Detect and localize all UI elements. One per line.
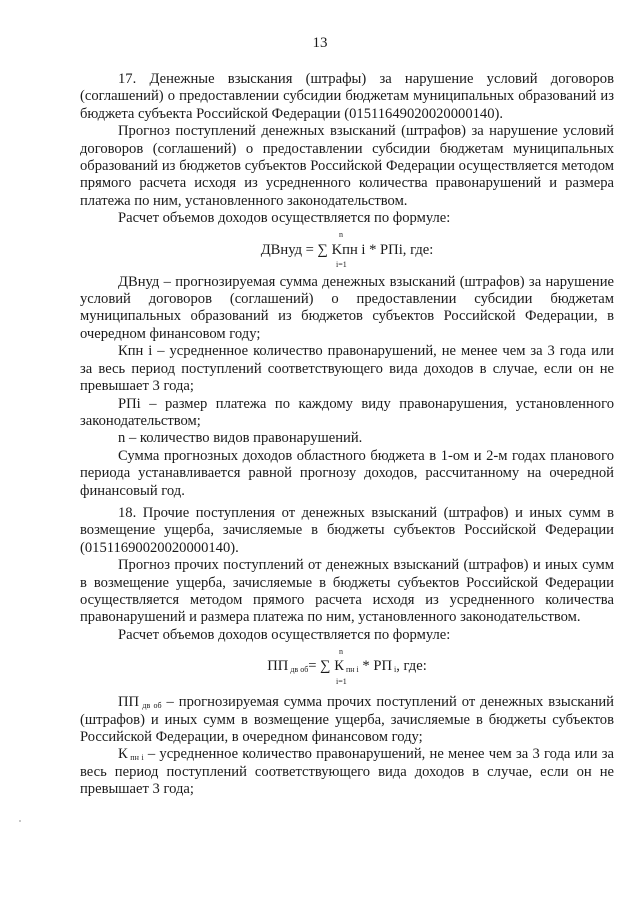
section-17-forecast-method: Прогноз поступлений денежных взысканий (штрафов) за нарушение условий договоров (соглашений) о предоставлении субсидии бюджетам муниципальных образований из бюджетов субъектов Российской Федерации осуществляется методом прямого расчета исходя из усредненного количества правонарушений и размера платежа по ним, установленного законодательством. (80, 123, 614, 209)
definition-pp-subscript: дв об (139, 701, 162, 711)
definition-k-label: К (118, 746, 128, 763)
definition-k (80, 746, 614, 798)
sum-symbol: ∑ (320, 658, 331, 675)
section-17-formula-intro: Расчет объемов доходов осуществляется по формуле: (118, 210, 451, 227)
section-17-heading: 17. Денежные взыскания (штрафы) за нарушение условий договоров (соглашений) о предоставлении субсидии бюджетам муниципальных образований из бюджета субъекта Российской Федерации (01511649020020000140). (80, 71, 614, 122)
definition-pp-label: ПП (118, 694, 140, 711)
formula-lower-limit: i=1 (336, 259, 347, 269)
definition-pp (80, 694, 614, 746)
definition-dvnud: ДВнуд – прогнозируемая сумма денежных взысканий (штрафов) за нарушение условий договоров (соглашений) о предоставлении субсидии бюджетам муниципальных образований из бюджетов субъектов Российской Федерации, в очередном финансовом году; (80, 273, 614, 342)
document-body (80, 71, 614, 799)
definition-kpn: Кпн i – усредненное количество правонарушений, не менее чем за 3 года или за весь период поступлений соответствующего вида доходов в случае, если он не превышает 3 года; (80, 343, 614, 395)
formula-k-subscript: пн i (343, 665, 359, 675)
formula-rp-symbol: * РП (358, 658, 392, 675)
formula-left: ДВнуд = (260, 241, 318, 258)
formula-pp-subscript: дв об (288, 665, 309, 675)
formula-tail: , где: (396, 658, 427, 675)
scan-artifact (19, 820, 21, 822)
formula-pp-symbol: ПП (267, 658, 289, 675)
planning-period-note: Сумма прогнозных доходов областного бюджета в 1-ом и 2-м годах планового периода устанавливается равной прогнозу доходов, рассчитанному на очередной финансовый год. (80, 447, 614, 499)
formula-upper-limit: n (339, 229, 343, 239)
definition-rpi: РПi – размер платежа по каждому виду правонарушения, установленного законодательством; (80, 395, 614, 429)
section-18-formula-intro: Расчет объемов доходов осуществляется по формуле: (118, 626, 451, 643)
formula-dvnud (80, 228, 614, 274)
definition-n: n – количество видов правонарушений. (118, 430, 363, 447)
section-18-forecast-method: Прогноз прочих поступлений от денежных взысканий (штрафов) и иных сумм в возмещение ущерба, зачисляемые в бюджеты субъектов Российской Федерации осуществляется методом прямого расчета исходя из усредненного количества правонарушений и размера платежа по ним, установленного законодательством. (80, 557, 614, 626)
formula-k-symbol: К (330, 658, 344, 675)
page-number: 13 (312, 35, 328, 51)
formula-lower-limit: i=1 (336, 677, 347, 687)
formula-upper-limit: n (339, 647, 343, 657)
section-18-heading: 18. Прочие поступления от денежных взысканий (штрафов) и иных сумм в возмещение ущерба, зачисляемые в бюджеты субъектов Российской Федерации (01511690020020000140). (80, 504, 614, 556)
definition-pp-text: – прогнозируемая сумма прочих поступлений от денежных взысканий (штрафов) и иных сумм в возмещение ущерба, зачисляемые в бюджеты субъектов Российской Федерации, в очередном финансовом году; (80, 694, 614, 745)
formula-right: Kпн i * РПi, где: (327, 241, 434, 258)
formula-pp (80, 644, 614, 690)
definition-k-text: – усредненное количество правонарушений, не менее чем за 3 года или за весь период поступлений соответствующего вида доходов в случае, если он не превышает 3 года; (80, 746, 614, 798)
sum-symbol: ∑ (317, 241, 328, 258)
formula-rp-subscript: i (392, 665, 397, 675)
formula-equals: = (308, 658, 321, 675)
definition-k-subscript: пн i (127, 753, 144, 763)
